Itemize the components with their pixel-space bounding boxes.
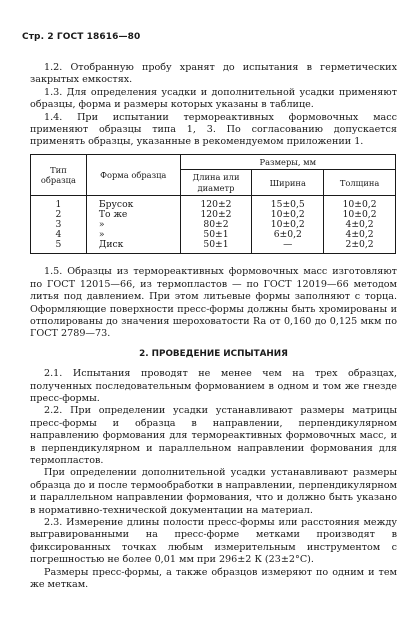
paragraph-1-3: 1.3. Для определения усадки и дополнительной усадки применяют образцы, форма и размеры которых указаны в таблице. [30,86,397,111]
cell-type: 5 [31,240,87,254]
paragraph-1-2: 1.2. Отобранную пробу хранят до испытания в герметических закрытых емкостях. [30,62,397,86]
cell-width: 10±0,2 [252,210,324,220]
header-dimensions: Размеры, мм [180,154,395,170]
header-thickness: Толщина [324,170,396,196]
cell-width: 15±0,5 [252,196,324,211]
cell-type: 2 [31,210,87,220]
header-shape: Форма образца [86,154,180,196]
paragraph-2-2: 2.2. При определении усадки устанавливают размеры матрицы пресс-формы и образца в направлении, перпендикулярном направлению формования для термореактивных формовочных масс, и в перпендикулярном и параллельном направлении формования для термопластов. [30,405,397,467]
document-body [30,62,397,592]
cell-length: 50±1 [180,230,252,240]
paragraph-2-1: 2.1. Испытания проводят не менее чем на трех образцах, полученных последовательным формованием в одном и том же гнезде пресс-формы. [30,368,397,404]
cell-type: 1 [31,196,87,211]
header-type: Тип образца [31,154,87,196]
table-row [31,196,396,211]
cell-type: 3 [31,220,87,230]
cell-length: 80±2 [180,220,252,230]
paragraph-2-3: 2.3. Измерение длины полости пресс-формы или расстояния между выгравированными на пресс-форме метками производят в фиксированных точках любым измерительным инструментом с погрешностью не более 0,01 мм при 296±2 К (23±2°С). [30,517,397,566]
cell-shape: Брусок [86,196,180,211]
page-header: Стр. 2 ГОСТ 18616—80 [22,32,141,42]
cell-length: 50±1 [180,240,252,254]
cell-thickness: 4±0,2 [324,220,396,230]
cell-length: 120±2 [180,210,252,220]
cell-length: 120±2 [180,196,252,211]
cell-thickness: 4±0,2 [324,230,396,240]
cell-shape: То же [86,210,180,220]
paragraph-1-4: 1.4. При испытании термореактивных формовочных масс применяют образцы типа 1, 3. По согласованию допускается применять образцы, указанные в рекомендуемом приложении 1. [30,111,397,148]
table-row [31,240,396,254]
cell-shape: » [86,220,180,230]
samples-table [30,154,396,255]
cell-thickness: 2±0,2 [324,240,396,254]
header-width: Ширина [252,170,324,196]
cell-width: 6±0,2 [252,230,324,240]
cell-width: 10±0,2 [252,220,324,230]
cell-width: — [252,240,324,254]
paragraph-2-2-cont: При определении дополнительной усадки устанавливают размеры образца до и после термообработки в направлении, перпендикулярном и параллельном направлении формования, что и должно быть указано в нормативно-технической документации на материал. [30,467,397,516]
cell-thickness: 10±0,2 [324,196,396,211]
cell-shape: » [86,230,180,240]
paragraph-2-3-cont: Размеры пресс-формы, а также образцов измеряют по одним и тем же меткам. [30,566,397,591]
paragraph-1-5: 1.5. Образцы из термореактивных формовочных масс изготовляют по ГОСТ 12015—66, из термопластов — по ГОСТ 12019—66 методом литья под давлением. При этом литьевые формы заполняют с торца. Оформляющие поверхности пресс-формы должны быть хромированы и отполированы до значения шероховатости Ra от 0,160 до 0,125 мкм по ГОСТ 2789—73. [30,266,397,340]
section-title: 2. ПРОВЕДЕНИЕ ИСПЫТАНИЯ [139,348,288,359]
cell-thickness: 10±0,2 [324,210,396,220]
cell-type: 4 [31,230,87,240]
cell-shape: Диск [86,240,180,254]
header-length: Длина или диаметр [180,170,252,196]
